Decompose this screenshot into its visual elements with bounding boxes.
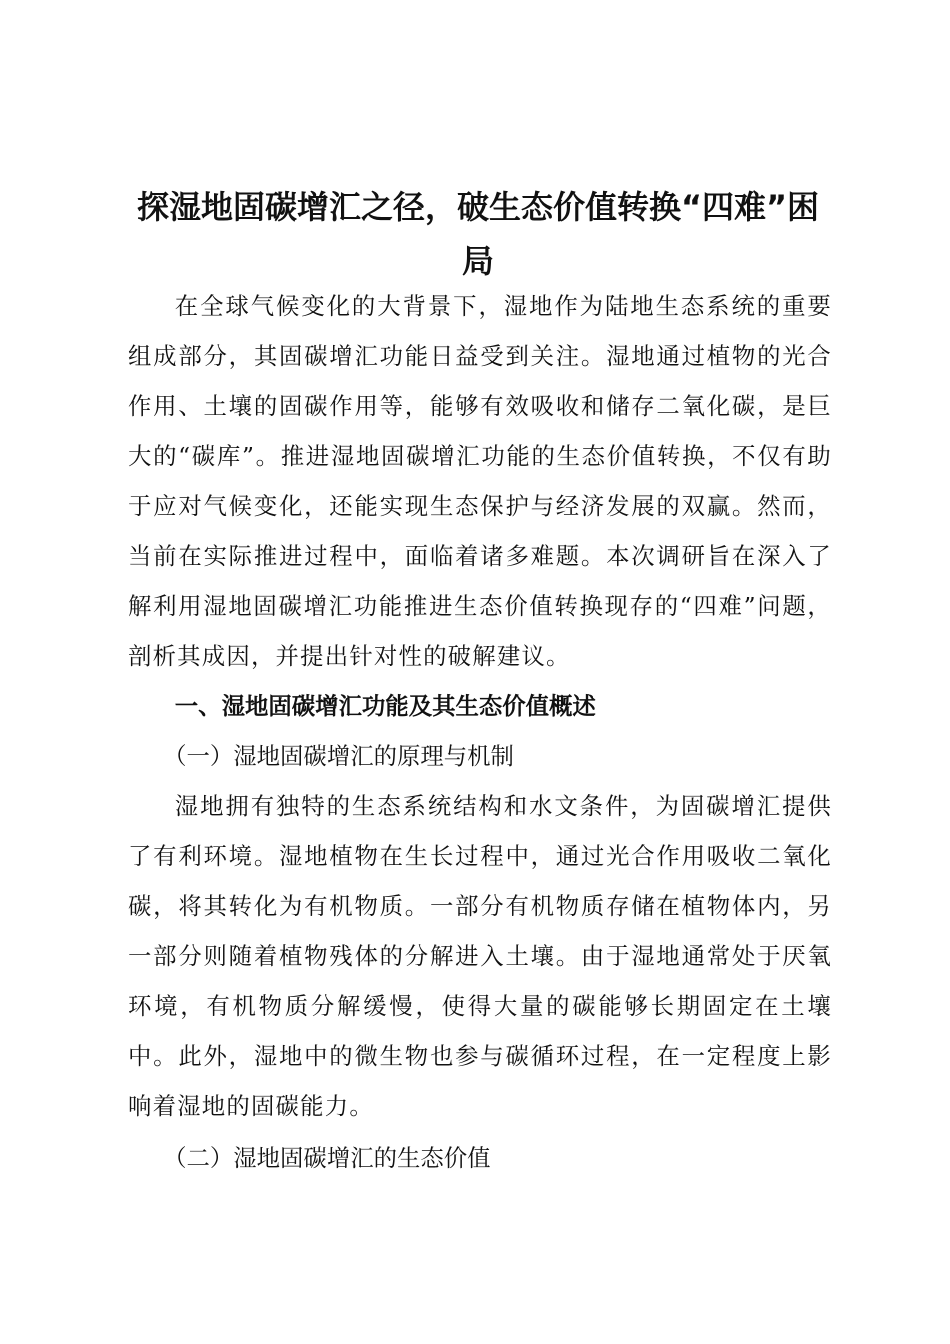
document-title: 探湿地固碳增汇之径，破生态价值转换“四难”困局	[136, 188, 820, 280]
intro-paragraph: 在全球气候变化的大背景下，湿地作为陆地生态系统的重要组成部分，其固碳增汇功能日益受到关注。湿地通过植物的光合作用、土壤的固碳作用等，能够有效吸收和储存二氧化碳，是巨大的“碳库”。推进湿地固碳增汇功能的生态价值转换，不仅有助于应对气候变化，还能实现生态保护与经济发展的双赢。然而，当前在实际推进过程中，面临着诸多难题。本次调研旨在深入了解利用湿地固碳增汇功能推进生态价值转换现存的“四难”问题，剖析其成因，并提出针对性的破解建议。	[128, 292, 832, 670]
subsection-heading-2: （二）湿地固碳增汇的生态价值	[163, 1144, 491, 1172]
subsection-paragraph-1: 湿地拥有独特的生态系统结构和水文条件，为固碳增汇提供了有利环境。湿地植物在生长过程中，通过光合作用吸收二氧化碳，将其转化为有机物质。一部分有机物质存储在植物体内，另一部分则随着植物残体的分解进入土壤。由于湿地通常处于厌氧环境，有机物质分解缓慢，使得大量的碳能够长期固定在土壤中。此外，湿地中的微生物也参与碳循环过程，在一定程度上影响着湿地的固碳能力。	[128, 792, 832, 1120]
document-body	[128, 281, 832, 1183]
subsection-heading-1: （一）湿地固碳增汇的原理与机制	[163, 742, 514, 770]
section-heading-1: 一、湿地固碳增汇功能及其生态价值概述	[174, 692, 596, 720]
